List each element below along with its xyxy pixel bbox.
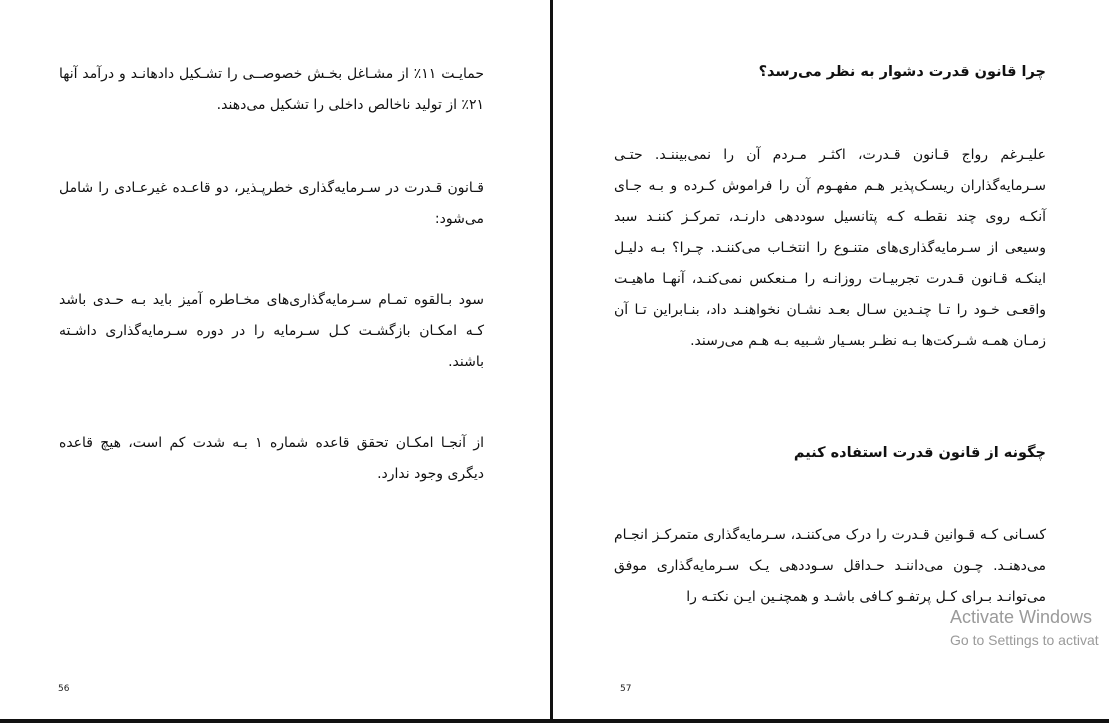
right-paragraph-2: کسـانی کـه قـوانین قـدرت را درک می‌کننـد، سـرمایه‌گذاری متمرکـز انجـام می‌دهنـد. چـون می‌داننـد حـداقل سـوددهی یـک سـرمایه‌گذاری موفق می‌توانـد بـرای کـل پرتفـو کـافی باشـد و همچنـین ایـن نکتـه را <box>614 527 1046 605</box>
right-paragraph-1: علیـرغم رواج قـانون قـدرت، اکثـر مـردم آن را نمی‌بیننـد. حتـی سـرمایه‌گذاران ریسـک‌پذیر هـم مفهـوم آن را فراموش کـرده و بـه جـای آنکـه روی چند نقطـه کـه پتانسیل سوددهی دارنـد، تمرکـز کننـد سبد وسیعی از سـرمایه‌گذاری‌های متنـوع را انتخـاب می‌کننـد. چـرا؟ بـه دلیـل اینکـه قـانون قـدرت تجربیـات روزانـه را مـنعکس نمی‌کنـد، آنهـا ماهیـت واقعـی خـود را تـا چنـدین سـال بعـد نشـان نخواهنـد داد، بنـابراین تـا آن زمـان همـه شـرکت‌ها بـه نظـر بسـیار شـبیه بـه هـم می‌رسند. <box>614 147 1046 349</box>
left-paragraph-1: حمایـت ۱۱٪ از مشـاغل بخـش خصوصــی را تشـکیل دادهانـد و درآمد آنها ۲۱٪ از تولید ناخالص داخلی را تشکیل می‌دهند. <box>59 66 484 113</box>
left-page <box>0 0 550 719</box>
activation-watermark-subtitle: Go to Settings to activat <box>950 632 1099 648</box>
page-number-left: 56 <box>58 684 70 694</box>
left-paragraph-2: قـانون قـدرت در سـرمایه‌گذاری خطرپـذیر، دو قاعـده غیرعـادی را شامل می‌شود: <box>59 180 484 227</box>
bottom-border <box>0 719 1109 723</box>
left-paragraph-3: سود بـالقوه تمـام سـرمایه‌گذاری‌های مخـاطره آمیز باید بـه حـدی باشد کـه امکـان بازگشـت کـل سـرمایه را در دوره سـرمایه‌گذاری داشـته باشند. <box>59 292 484 370</box>
activation-watermark-title: Activate Windows <box>950 607 1093 627</box>
left-paragraph-4: از آنجـا امکـان تحقق قاعده شماره ۱ بـه شدت کم است، هیچ قاعده دیگری وجود ندارد. <box>59 435 484 482</box>
heading-how-to-use: چگونه از قانون قدرت استفاده کنیم <box>793 445 1046 461</box>
heading-why-power-law: چرا قانون قدرت دشوار به نظر می‌رسد؟ <box>758 64 1046 80</box>
page-number-right: 57 <box>620 684 632 694</box>
